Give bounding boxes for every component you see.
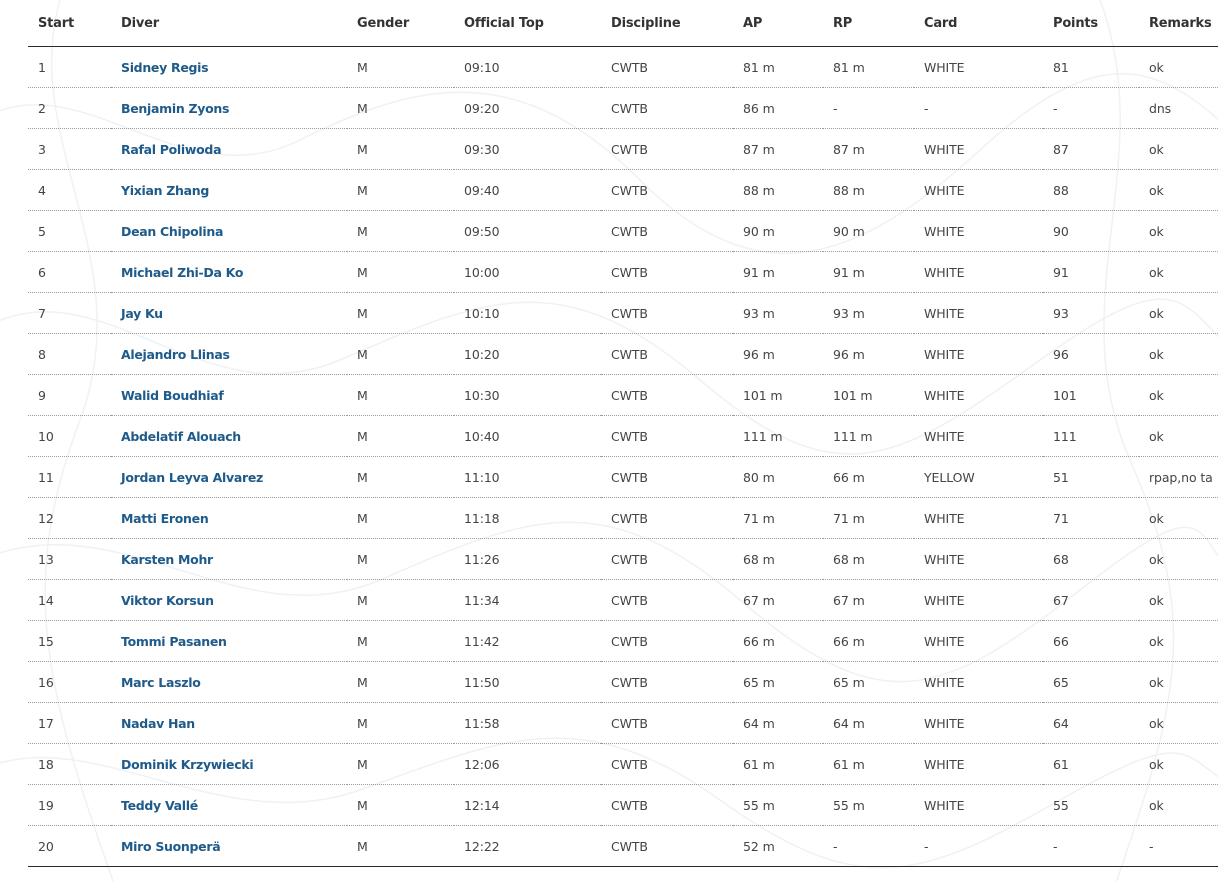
cell-discipline: CWTB xyxy=(601,662,733,703)
header-start: Start xyxy=(28,0,111,47)
cell-points: 68 xyxy=(1043,539,1139,580)
table-row xyxy=(28,457,1218,498)
diver-link[interactable]: Michael Zhi-Da Ko xyxy=(121,264,244,280)
cell-remarks: - xyxy=(1139,826,1218,867)
cell-rp: - xyxy=(823,826,914,867)
table-row xyxy=(28,88,1218,129)
table-row xyxy=(28,703,1218,744)
table-row xyxy=(28,293,1218,334)
cell-start: 20 xyxy=(28,826,111,867)
cell-diver xyxy=(111,580,347,621)
cell-gender: M xyxy=(347,826,454,867)
cell-gender: M xyxy=(347,662,454,703)
cell-remarks: ok xyxy=(1139,703,1218,744)
cell-points: 96 xyxy=(1043,334,1139,375)
cell-start: 18 xyxy=(28,744,111,785)
cell-remarks: ok xyxy=(1139,498,1218,539)
cell-gender: M xyxy=(347,252,454,293)
cell-points: 91 xyxy=(1043,252,1139,293)
cell-gender: M xyxy=(347,211,454,252)
cell-diver xyxy=(111,621,347,662)
cell-discipline: CWTB xyxy=(601,498,733,539)
cell-points: 65 xyxy=(1043,662,1139,703)
table-row xyxy=(28,416,1218,457)
cell-diver xyxy=(111,744,347,785)
cell-remarks: dns xyxy=(1139,88,1218,129)
cell-rp: 61 m xyxy=(823,744,914,785)
cell-start: 5 xyxy=(28,211,111,252)
cell-start: 17 xyxy=(28,703,111,744)
cell-diver xyxy=(111,293,347,334)
cell-diver xyxy=(111,457,347,498)
cell-gender: M xyxy=(347,785,454,826)
cell-official-top: 11:50 xyxy=(454,662,601,703)
diver-link[interactable]: Miro Suonperä xyxy=(121,838,221,854)
table-row xyxy=(28,334,1218,375)
table-row xyxy=(28,498,1218,539)
cell-points: 111 xyxy=(1043,416,1139,457)
table-body xyxy=(28,47,1218,867)
table-row xyxy=(28,785,1218,826)
cell-points: 101 xyxy=(1043,375,1139,416)
cell-points: - xyxy=(1043,826,1139,867)
cell-card: WHITE xyxy=(914,498,1043,539)
cell-official-top: 11:34 xyxy=(454,580,601,621)
cell-discipline: CWTB xyxy=(601,170,733,211)
table-row xyxy=(28,539,1218,580)
cell-official-top: 12:06 xyxy=(454,744,601,785)
cell-remarks: ok xyxy=(1139,621,1218,662)
cell-ap: 80 m xyxy=(733,457,823,498)
cell-rp: 101 m xyxy=(823,375,914,416)
cell-points: 71 xyxy=(1043,498,1139,539)
cell-official-top: 10:30 xyxy=(454,375,601,416)
header-discipline: Discipline xyxy=(601,0,733,47)
header-ap: AP xyxy=(733,0,823,47)
cell-card: WHITE xyxy=(914,580,1043,621)
cell-ap: 64 m xyxy=(733,703,823,744)
cell-rp: 96 m xyxy=(823,334,914,375)
results-table-container xyxy=(28,0,1213,867)
cell-gender: M xyxy=(347,498,454,539)
cell-rp: 111 m xyxy=(823,416,914,457)
cell-official-top: 10:20 xyxy=(454,334,601,375)
table-row xyxy=(28,580,1218,621)
cell-discipline: CWTB xyxy=(601,211,733,252)
cell-gender: M xyxy=(347,457,454,498)
cell-card: WHITE xyxy=(914,416,1043,457)
cell-ap: 52 m xyxy=(733,826,823,867)
cell-rp: 66 m xyxy=(823,621,914,662)
cell-ap: 96 m xyxy=(733,334,823,375)
cell-remarks: ok xyxy=(1139,539,1218,580)
cell-discipline: CWTB xyxy=(601,416,733,457)
cell-gender: M xyxy=(347,539,454,580)
diver-link[interactable]: Jay Ku xyxy=(121,305,163,321)
diver-link[interactable]: Teddy Vallé xyxy=(121,797,198,813)
cell-diver xyxy=(111,498,347,539)
cell-card: WHITE xyxy=(914,703,1043,744)
cell-rp: 64 m xyxy=(823,703,914,744)
cell-ap: 61 m xyxy=(733,744,823,785)
diver-link[interactable]: Jordan Leyva Alvarez xyxy=(121,469,264,485)
cell-diver xyxy=(111,662,347,703)
cell-rp: 65 m xyxy=(823,662,914,703)
cell-points: 93 xyxy=(1043,293,1139,334)
cell-remarks: ok xyxy=(1139,580,1218,621)
cell-discipline: CWTB xyxy=(601,580,733,621)
cell-discipline: CWTB xyxy=(601,621,733,662)
cell-remarks: ok xyxy=(1139,293,1218,334)
table-row xyxy=(28,252,1218,293)
cell-remarks: ok xyxy=(1139,416,1218,457)
cell-official-top: 11:42 xyxy=(454,621,601,662)
table-row xyxy=(28,47,1218,88)
cell-points: 90 xyxy=(1043,211,1139,252)
cell-ap: 87 m xyxy=(733,129,823,170)
cell-official-top: 11:18 xyxy=(454,498,601,539)
cell-ap: 81 m xyxy=(733,47,823,88)
cell-start: 8 xyxy=(28,334,111,375)
table-row xyxy=(28,826,1218,867)
cell-points: 81 xyxy=(1043,47,1139,88)
cell-ap: 67 m xyxy=(733,580,823,621)
cell-rp: 91 m xyxy=(823,252,914,293)
cell-gender: M xyxy=(347,129,454,170)
cell-diver xyxy=(111,334,347,375)
cell-card: WHITE xyxy=(914,785,1043,826)
cell-remarks: ok xyxy=(1139,334,1218,375)
cell-discipline: CWTB xyxy=(601,375,733,416)
cell-remarks: ok xyxy=(1139,211,1218,252)
diver-link[interactable]: Nadav Han xyxy=(121,715,195,731)
cell-remarks: ok xyxy=(1139,47,1218,88)
diver-link[interactable]: Rafal Poliwoda xyxy=(121,141,222,157)
cell-ap: 65 m xyxy=(733,662,823,703)
cell-discipline: CWTB xyxy=(601,47,733,88)
cell-official-top: 09:10 xyxy=(454,47,601,88)
cell-card: - xyxy=(914,88,1043,129)
cell-points: 51 xyxy=(1043,457,1139,498)
cell-points: 61 xyxy=(1043,744,1139,785)
cell-ap: 55 m xyxy=(733,785,823,826)
cell-remarks: ok xyxy=(1139,662,1218,703)
cell-ap: 88 m xyxy=(733,170,823,211)
cell-remarks: ok xyxy=(1139,785,1218,826)
cell-diver xyxy=(111,826,347,867)
cell-points: 55 xyxy=(1043,785,1139,826)
cell-discipline: CWTB xyxy=(601,703,733,744)
cell-ap: 68 m xyxy=(733,539,823,580)
table-row xyxy=(28,621,1218,662)
cell-gender: M xyxy=(347,744,454,785)
cell-official-top: 10:00 xyxy=(454,252,601,293)
cell-points: - xyxy=(1043,88,1139,129)
table-row xyxy=(28,170,1218,211)
cell-start: 11 xyxy=(28,457,111,498)
cell-gender: M xyxy=(347,88,454,129)
cell-diver xyxy=(111,170,347,211)
cell-card: WHITE xyxy=(914,129,1043,170)
cell-card: WHITE xyxy=(914,539,1043,580)
cell-diver xyxy=(111,88,347,129)
header-diver: Diver xyxy=(111,0,347,47)
cell-remarks: ok xyxy=(1139,129,1218,170)
cell-remarks: ok xyxy=(1139,170,1218,211)
cell-card: WHITE xyxy=(914,744,1043,785)
table-row xyxy=(28,129,1218,170)
cell-diver xyxy=(111,785,347,826)
cell-discipline: CWTB xyxy=(601,826,733,867)
cell-discipline: CWTB xyxy=(601,129,733,170)
diver-link[interactable]: Walid Boudhiaf xyxy=(121,387,224,403)
results-table xyxy=(28,0,1218,867)
diver-link[interactable]: Dominik Krzywiecki xyxy=(121,756,254,772)
cell-start: 7 xyxy=(28,293,111,334)
diver-link[interactable]: Sidney Regis xyxy=(121,59,209,75)
cell-start: 4 xyxy=(28,170,111,211)
table-row xyxy=(28,375,1218,416)
cell-start: 9 xyxy=(28,375,111,416)
cell-rp: 88 m xyxy=(823,170,914,211)
cell-start: 12 xyxy=(28,498,111,539)
cell-ap: 111 m xyxy=(733,416,823,457)
cell-official-top: 09:30 xyxy=(454,129,601,170)
header-official-top: Official Top xyxy=(454,0,601,47)
cell-remarks: ok xyxy=(1139,252,1218,293)
diver-link[interactable]: Matti Eronen xyxy=(121,510,209,526)
cell-ap: 86 m xyxy=(733,88,823,129)
cell-gender: M xyxy=(347,375,454,416)
cell-official-top: 09:20 xyxy=(454,88,601,129)
cell-start: 3 xyxy=(28,129,111,170)
cell-card: WHITE xyxy=(914,375,1043,416)
cell-remarks: rpap,no ta xyxy=(1139,457,1218,498)
cell-card: - xyxy=(914,826,1043,867)
cell-start: 13 xyxy=(28,539,111,580)
cell-official-top: 09:50 xyxy=(454,211,601,252)
table-row xyxy=(28,211,1218,252)
cell-rp: 67 m xyxy=(823,580,914,621)
cell-gender: M xyxy=(347,621,454,662)
cell-points: 66 xyxy=(1043,621,1139,662)
cell-discipline: CWTB xyxy=(601,539,733,580)
cell-ap: 66 m xyxy=(733,621,823,662)
diver-link[interactable]: Dean Chipolina xyxy=(121,223,224,239)
cell-points: 88 xyxy=(1043,170,1139,211)
cell-start: 2 xyxy=(28,88,111,129)
cell-discipline: CWTB xyxy=(601,293,733,334)
cell-gender: M xyxy=(347,47,454,88)
header-rp: RP xyxy=(823,0,914,47)
cell-gender: M xyxy=(347,170,454,211)
header-points: Points xyxy=(1043,0,1139,47)
cell-rp: 90 m xyxy=(823,211,914,252)
cell-card: WHITE xyxy=(914,621,1043,662)
diver-link[interactable]: Viktor Korsun xyxy=(121,592,214,608)
cell-points: 87 xyxy=(1043,129,1139,170)
cell-official-top: 10:10 xyxy=(454,293,601,334)
diver-link[interactable]: Marc Laszlo xyxy=(121,674,201,690)
cell-official-top: 11:26 xyxy=(454,539,601,580)
header-card: Card xyxy=(914,0,1043,47)
cell-rp: 93 m xyxy=(823,293,914,334)
cell-remarks: ok xyxy=(1139,744,1218,785)
cell-rp: - xyxy=(823,88,914,129)
cell-card: WHITE xyxy=(914,170,1043,211)
cell-start: 15 xyxy=(28,621,111,662)
cell-ap: 71 m xyxy=(733,498,823,539)
cell-gender: M xyxy=(347,293,454,334)
cell-card: WHITE xyxy=(914,662,1043,703)
cell-remarks: ok xyxy=(1139,375,1218,416)
cell-gender: M xyxy=(347,416,454,457)
cell-diver xyxy=(111,416,347,457)
cell-discipline: CWTB xyxy=(601,785,733,826)
cell-discipline: CWTB xyxy=(601,252,733,293)
table-row xyxy=(28,662,1218,703)
cell-gender: M xyxy=(347,580,454,621)
table-header xyxy=(28,0,1218,47)
diver-link[interactable]: Tommi Pasanen xyxy=(121,633,227,649)
cell-diver xyxy=(111,252,347,293)
header-remarks: Remarks xyxy=(1139,0,1218,47)
cell-start: 6 xyxy=(28,252,111,293)
header-row xyxy=(28,0,1218,47)
cell-discipline: CWTB xyxy=(601,334,733,375)
cell-card: WHITE xyxy=(914,211,1043,252)
cell-diver xyxy=(111,375,347,416)
cell-start: 10 xyxy=(28,416,111,457)
diver-link[interactable]: Karsten Mohr xyxy=(121,551,213,567)
cell-card: WHITE xyxy=(914,293,1043,334)
cell-rp: 87 m xyxy=(823,129,914,170)
diver-link[interactable]: Abdelatif Alouach xyxy=(121,428,241,444)
cell-card: WHITE xyxy=(914,252,1043,293)
cell-gender: M xyxy=(347,703,454,744)
cell-discipline: CWTB xyxy=(601,457,733,498)
cell-official-top: 10:40 xyxy=(454,416,601,457)
cell-discipline: CWTB xyxy=(601,744,733,785)
cell-ap: 101 m xyxy=(733,375,823,416)
cell-official-top: 11:10 xyxy=(454,457,601,498)
cell-rp: 81 m xyxy=(823,47,914,88)
cell-diver xyxy=(111,129,347,170)
cell-points: 64 xyxy=(1043,703,1139,744)
cell-rp: 71 m xyxy=(823,498,914,539)
cell-start: 16 xyxy=(28,662,111,703)
diver-link[interactable]: Yixian Zhang xyxy=(121,182,210,198)
cell-official-top: 12:14 xyxy=(454,785,601,826)
cell-official-top: 12:22 xyxy=(454,826,601,867)
cell-card: WHITE xyxy=(914,334,1043,375)
cell-ap: 90 m xyxy=(733,211,823,252)
cell-diver xyxy=(111,703,347,744)
cell-card: YELLOW xyxy=(914,457,1043,498)
cell-start: 14 xyxy=(28,580,111,621)
cell-card: WHITE xyxy=(914,47,1043,88)
cell-rp: 66 m xyxy=(823,457,914,498)
cell-discipline: CWTB xyxy=(601,88,733,129)
cell-diver xyxy=(111,47,347,88)
diver-link[interactable]: Benjamin Zyons xyxy=(121,100,230,116)
cell-rp: 55 m xyxy=(823,785,914,826)
cell-rp: 68 m xyxy=(823,539,914,580)
cell-official-top: 09:40 xyxy=(454,170,601,211)
cell-start: 19 xyxy=(28,785,111,826)
cell-points: 67 xyxy=(1043,580,1139,621)
cell-diver xyxy=(111,539,347,580)
table-row xyxy=(28,744,1218,785)
cell-diver xyxy=(111,211,347,252)
cell-ap: 93 m xyxy=(733,293,823,334)
header-gender: Gender xyxy=(347,0,454,47)
diver-link[interactable]: Alejandro Llinas xyxy=(121,346,230,362)
cell-start: 1 xyxy=(28,47,111,88)
cell-official-top: 11:58 xyxy=(454,703,601,744)
cell-gender: M xyxy=(347,334,454,375)
cell-ap: 91 m xyxy=(733,252,823,293)
